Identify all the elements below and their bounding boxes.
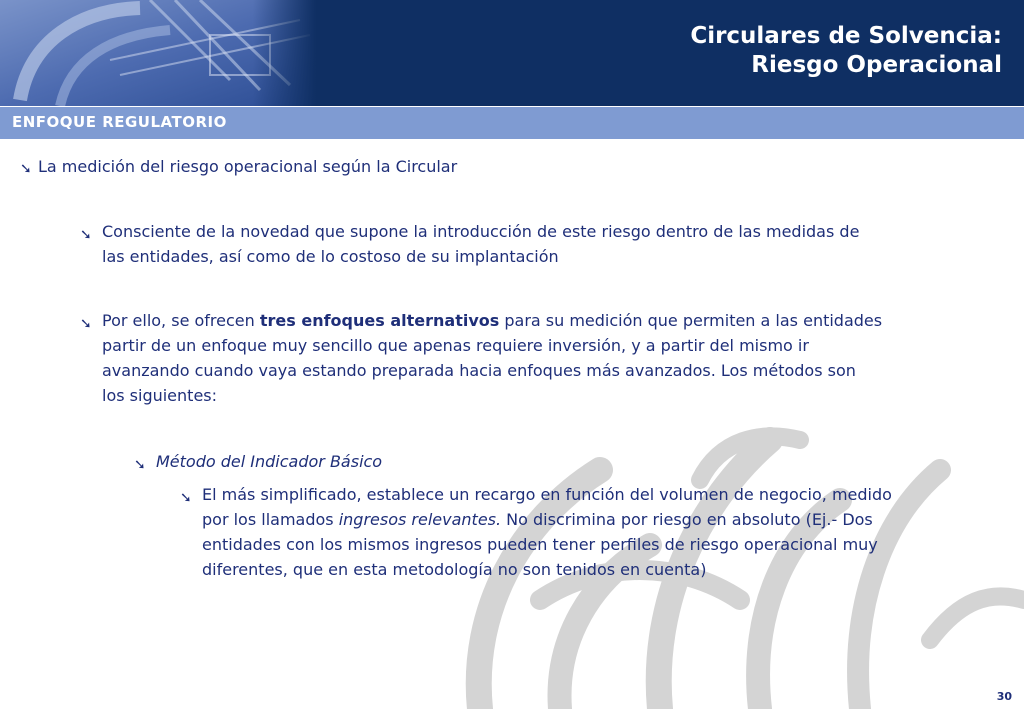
sub-bullet-2-text: Por ello, se ofrecen bbox=[102, 311, 260, 330]
arrow-bullet-icon: ➘ bbox=[180, 490, 192, 506]
method-detail-line-2 bbox=[202, 508, 873, 532]
page-number: 30 bbox=[996, 690, 1012, 703]
method-detail-text: por los llamados bbox=[202, 510, 339, 529]
title-line-2: Riesgo Operacional bbox=[751, 52, 1002, 78]
method-title: Método del Indicador Básico bbox=[156, 452, 383, 471]
emphasis-bold: tres enfoques alternativos bbox=[259, 311, 500, 330]
arrow-bullet-icon: ➘ bbox=[20, 161, 32, 177]
arrow-bullet-icon: ➘ bbox=[80, 316, 92, 332]
sub-bullet-1-line-1: Consciente de la novedad que supone la introducción de este riesgo dentro de las medidas de bbox=[102, 222, 860, 241]
sub-bullet-2-text: para su medición que permiten a las entidades bbox=[499, 311, 883, 330]
emphasis-italic: ingresos relevantes. bbox=[338, 510, 502, 529]
sub-bullet-1-line-2: las entidades, así como de lo costoso de su implantación bbox=[102, 247, 559, 266]
sub-bullet-2-line-4: los siguientes: bbox=[102, 386, 218, 405]
arrow-bullet-icon: ➘ bbox=[80, 227, 92, 243]
sub-bullet-2-line-1 bbox=[102, 309, 882, 333]
sub-bullet-2-line-3: avanzando cuando vaya estando preparada hacia enfoques más avanzados. Los métodos son bbox=[102, 361, 856, 380]
method-detail-text: No discrimina por riesgo en absoluto (Ej.- Dos bbox=[501, 510, 873, 529]
title-line-1: Circulares de Solvencia: bbox=[690, 23, 1002, 49]
method-detail-line-4: diferentes, que en esta metodología no son tenidos en cuenta) bbox=[202, 560, 707, 579]
method-detail-line-3: entidades con los mismos ingresos pueden tener perfiles de riesgo operacional muy bbox=[202, 535, 878, 554]
sub-bullet-2-line-2: partir de un enfoque muy sencillo que apenas requiere inversión, y a partir del mismo ir bbox=[102, 336, 809, 355]
method-detail-line-1: El más simplificado, establece un recargo en función del volumen de negocio, medido bbox=[202, 485, 892, 504]
bullet-main: La medición del riesgo operacional según la Circular bbox=[38, 157, 458, 176]
arrow-bullet-icon: ➘ bbox=[134, 457, 146, 473]
section-label: ENFOQUE REGULATORIO bbox=[12, 113, 227, 131]
